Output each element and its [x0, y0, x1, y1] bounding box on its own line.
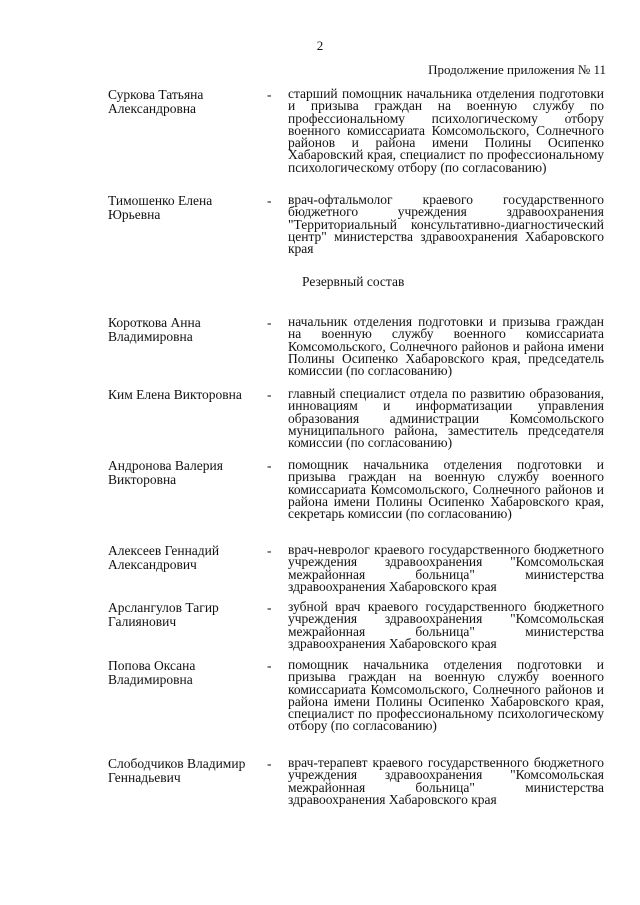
- member-dash: -: [267, 543, 272, 558]
- reserve-section-title: Резервный состав: [302, 274, 405, 289]
- member-name: Андронова Валерия Викторовна: [108, 458, 223, 487]
- member-name: Слободчиков Владимир Геннадьевич: [108, 756, 246, 785]
- member-dash: -: [267, 315, 272, 330]
- member-role: начальник отделения подготовки и призыва граждан на военную службу военного комиссариата Комсомольского, Солнечного районов и района имени Полины Осипенко Хабаровского края, председатель комиссии (по согласованию): [288, 314, 604, 379]
- page-number: 2: [316, 38, 324, 53]
- member-dash: -: [267, 658, 272, 673]
- member-dash: -: [267, 193, 272, 208]
- member-role: зубной врач краевого государственного бюджетного учреждения здравоохранения "Комсомольская межрайонная больница" министерства здравоохранения Хабаровского края: [288, 599, 604, 651]
- member-dash: -: [267, 756, 272, 771]
- member-role: помощник начальника отделения подготовки и призыва граждан на военную службу военного комиссариата Комсомольского, Солнечного районов и района имени Полины Осипенко Хабаровского края, специалист по профессиональному психологическому отбору (по согласованию): [288, 657, 604, 734]
- member-role: врач-офтальмолог краевого государственного бюджетного учреждения здравоохранения "Территориальный консультативно-диагностический центр" министерства здравоохранения Хабаровского края: [288, 192, 604, 257]
- member-role: старший помощник начальника отделения подготовки и призыва граждан на военную службу по профессиональному психологическому отбору военного комиссариата Комсомольского, Солнечного районов и района имени Полины Осипенко Хабаровский края, специалист по профессиональному психологическому отбору (по согласованию): [288, 86, 604, 175]
- member-dash: -: [267, 87, 272, 102]
- member-name: Алексеев Геннадий Александрович: [108, 543, 220, 572]
- member-role: врач-терапевт краевого государственного бюджетного учреждения здравоохранения "Комсомольская межрайонная больница" министерства здравоохранения Хабаровского края: [288, 755, 604, 807]
- continuation-header: Продолжение приложения № 11: [428, 62, 606, 77]
- member-role: врач-невролог краевого государственного бюджетного учреждения здравоохранения "Комсомольская межрайонная больница" министерства здравоохранения Хабаровского края: [288, 542, 604, 594]
- member-name: Попова Оксана Владимировна: [108, 658, 196, 687]
- member-dash: -: [267, 387, 272, 402]
- member-name: Арслангулов Тагир Галиянович: [108, 600, 219, 629]
- member-name: Ким Елена Викторовна: [108, 387, 242, 402]
- member-dash: -: [267, 600, 272, 615]
- member-role: помощник начальника отделения подготовки и призыва граждан на военную службу военного комиссариата Комсомольского, Солнечного районов и района имени Полины Осипенко Хабаровского края, секретарь комиссии (по согласованию): [288, 457, 604, 522]
- member-name: Суркова Татьяна Александровна: [108, 87, 204, 116]
- member-role: главный специалист отдела по развитию образования, инновациям и информатизации управления образования администрации Комсомольского муниципального района, заместитель председателя комиссии (по согласованию): [288, 386, 604, 451]
- member-dash: -: [267, 458, 272, 473]
- member-name: Тимошенко Елена Юрьевна: [108, 193, 213, 222]
- member-name: Короткова Анна Владимировна: [108, 315, 201, 344]
